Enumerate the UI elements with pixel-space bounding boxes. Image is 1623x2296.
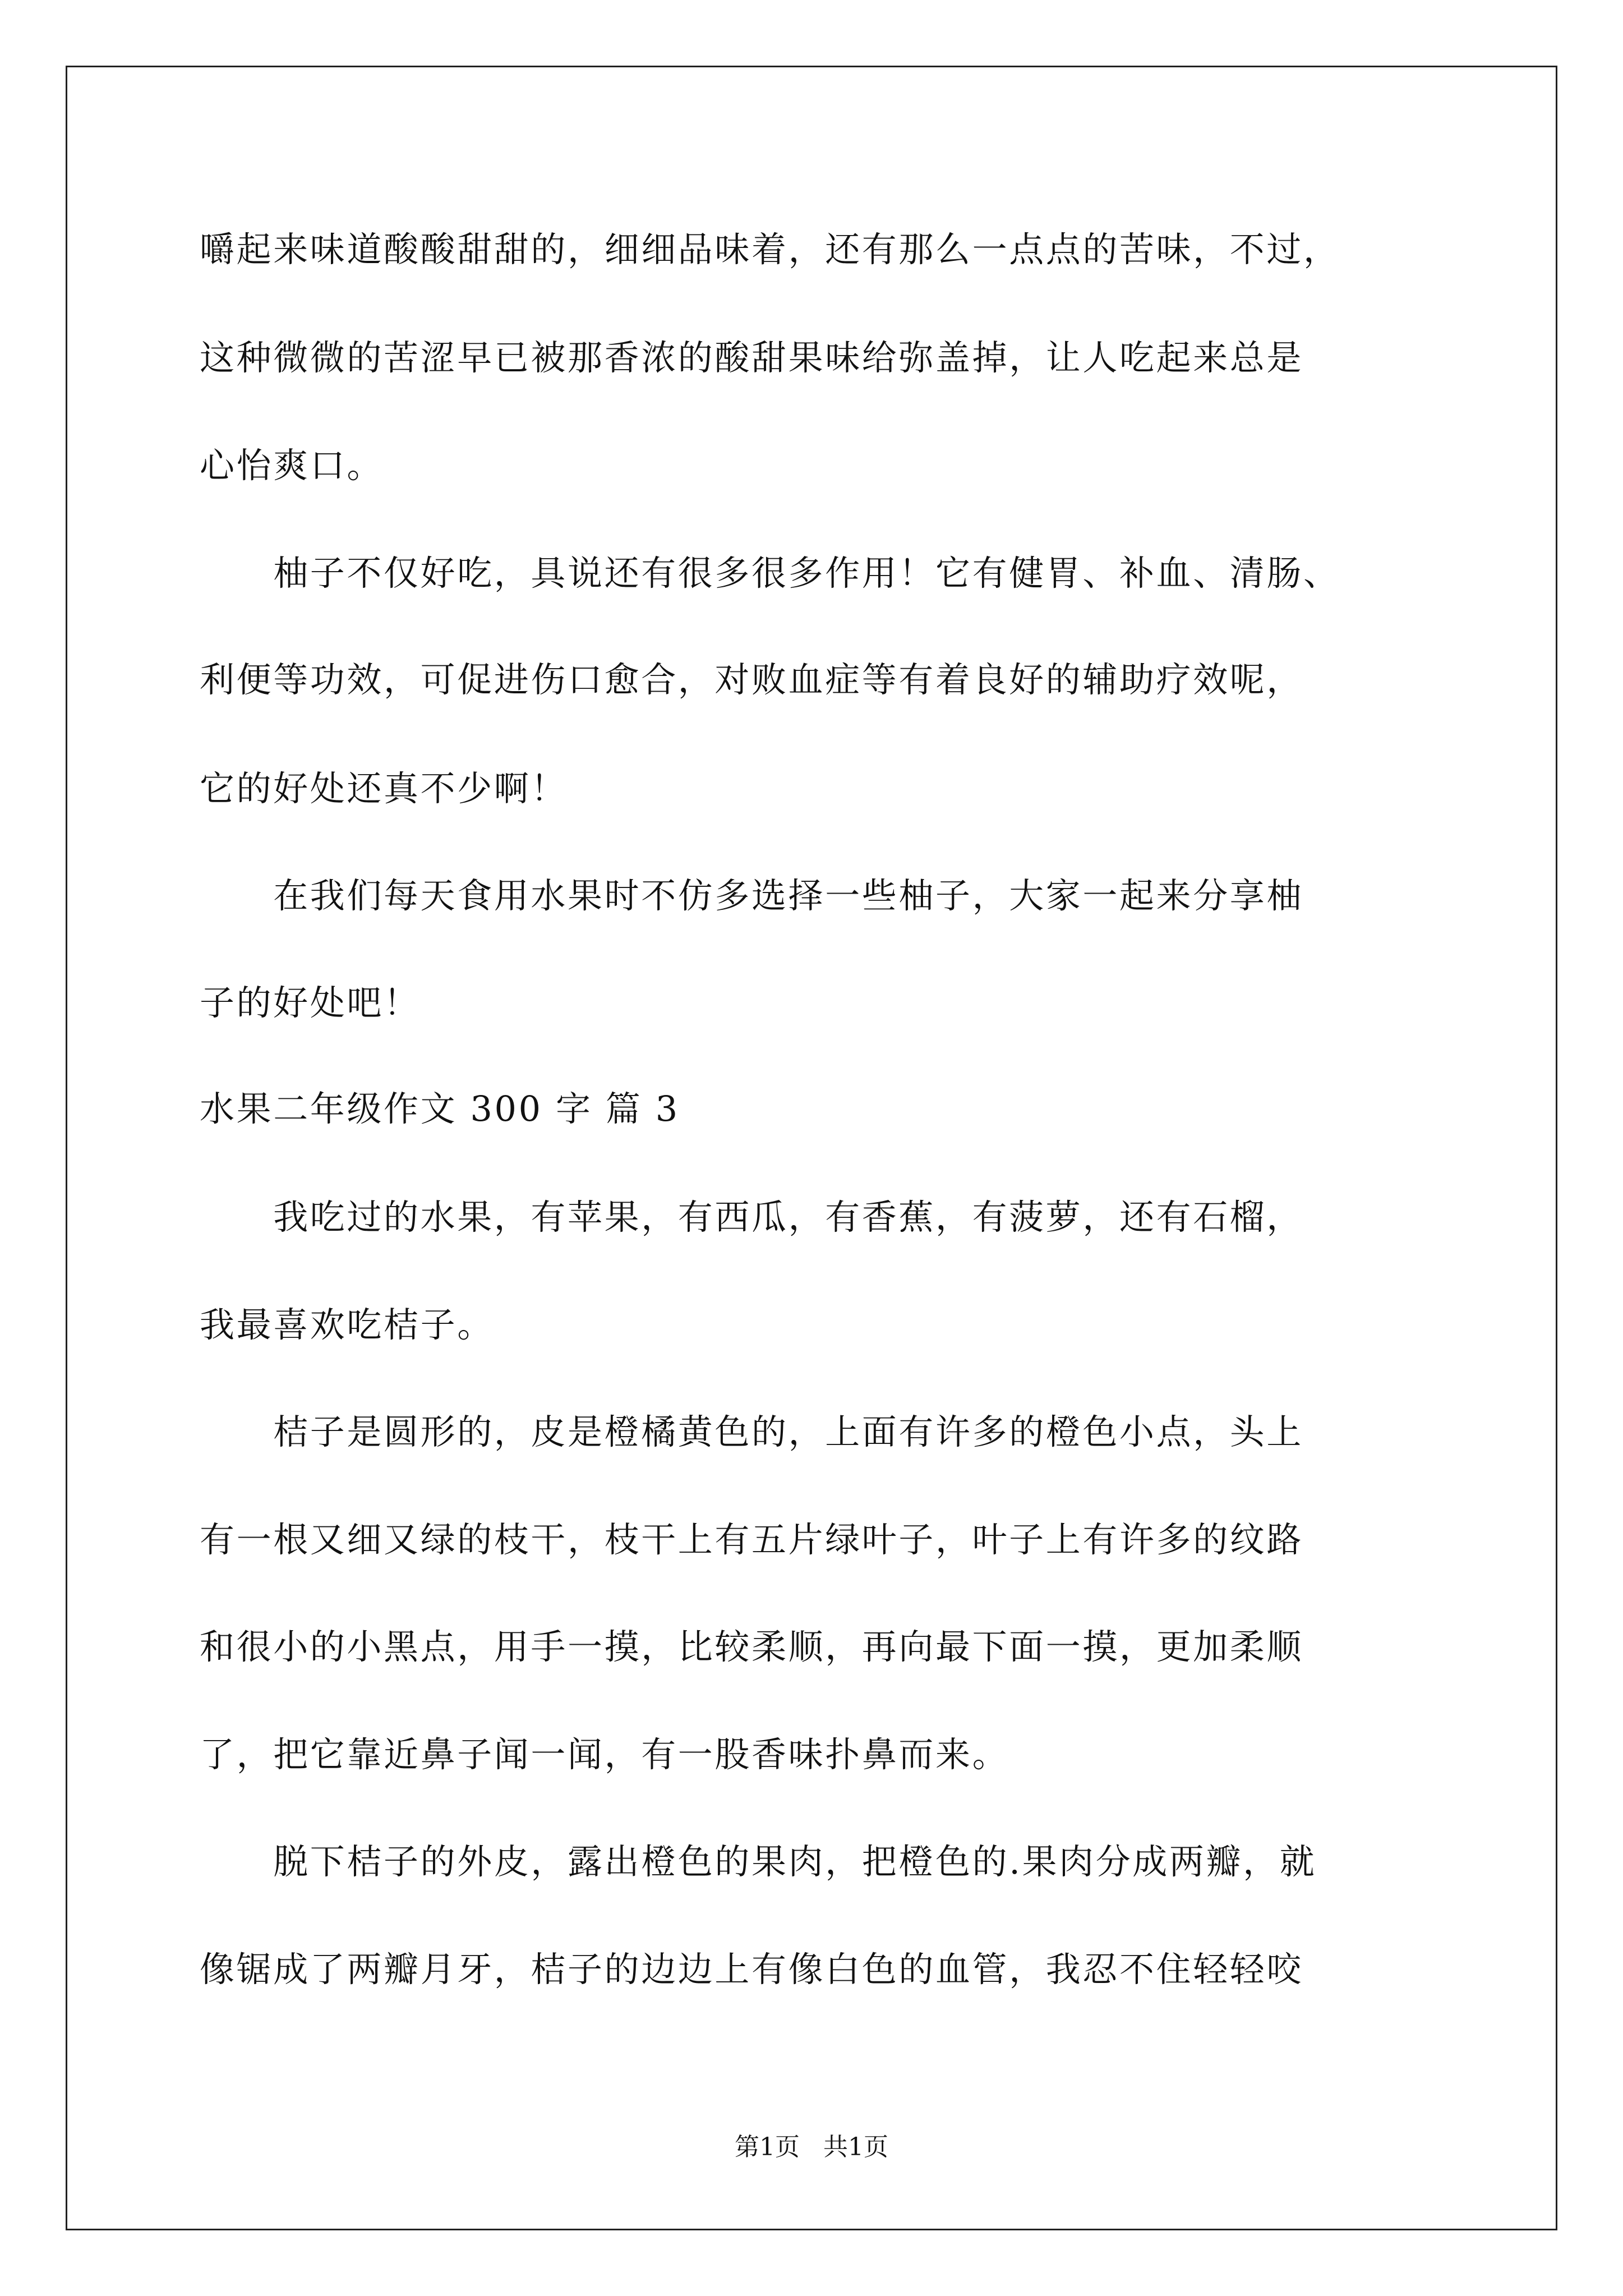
body-line: 我吃过的水果，有苹果，有西瓜，有香蕉，有菠萝，还有石榴， — [200, 1197, 1304, 1237]
body-line: 像锯成了两瓣月牙，桔子的边边上有像白色的血管，我忍不住轻轻咬 — [200, 1949, 1304, 1990]
page-border — [66, 66, 1557, 2230]
body-line: 脱下桔子的外皮，露出橙色的果肉，把橙色的.果肉分成两瓣，就 — [200, 1841, 1317, 1882]
body-line: 有一根又细又绿的枝干，枝干上有五片绿叶子，叶子上有许多的纹路 — [200, 1519, 1304, 1560]
body-line: 柚子不仅好吃，具说还有很多很多作用！它有健胃、补血、清肠、 — [200, 553, 1340, 593]
body-line: 嚼起来味道酸酸甜甜的，细细品味着，还有那么一点点的苦味，不过， — [200, 229, 1340, 270]
body-line: 利便等功效，可促进伤口愈合，对败血症等有着良好的辅助疗效呢， — [200, 659, 1304, 700]
body-line: 子的好处吧！ — [200, 982, 421, 1023]
section-heading: 水果二年级作文 300 字 篇 3 — [200, 1088, 680, 1129]
body-line: 我最喜欢吃桔子。 — [200, 1304, 494, 1345]
body-line: 它的好处还真不少啊！ — [200, 768, 568, 809]
body-line: 在我们每天食用水果时不仿多选择一些柚子，大家一起来分享柚 — [200, 875, 1304, 916]
body-line: 这种微微的苦涩早已被那香浓的酸甜果味给弥盖掉，让人吃起来总是 — [200, 337, 1304, 378]
page-footer: 第1页 共1页 — [735, 2133, 888, 2161]
body-line: 心怡爽口。 — [200, 445, 384, 486]
body-line: 和很小的小黑点，用手一摸，比较柔顺，再向最下面一摸，更加柔顺 — [200, 1626, 1304, 1667]
body-line: 了，把它靠近鼻子闻一闻，有一股香味扑鼻而来。 — [200, 1734, 1009, 1775]
body-line: 桔子是圆形的，皮是橙橘黄色的，上面有许多的橙色小点，头上 — [200, 1411, 1304, 1452]
